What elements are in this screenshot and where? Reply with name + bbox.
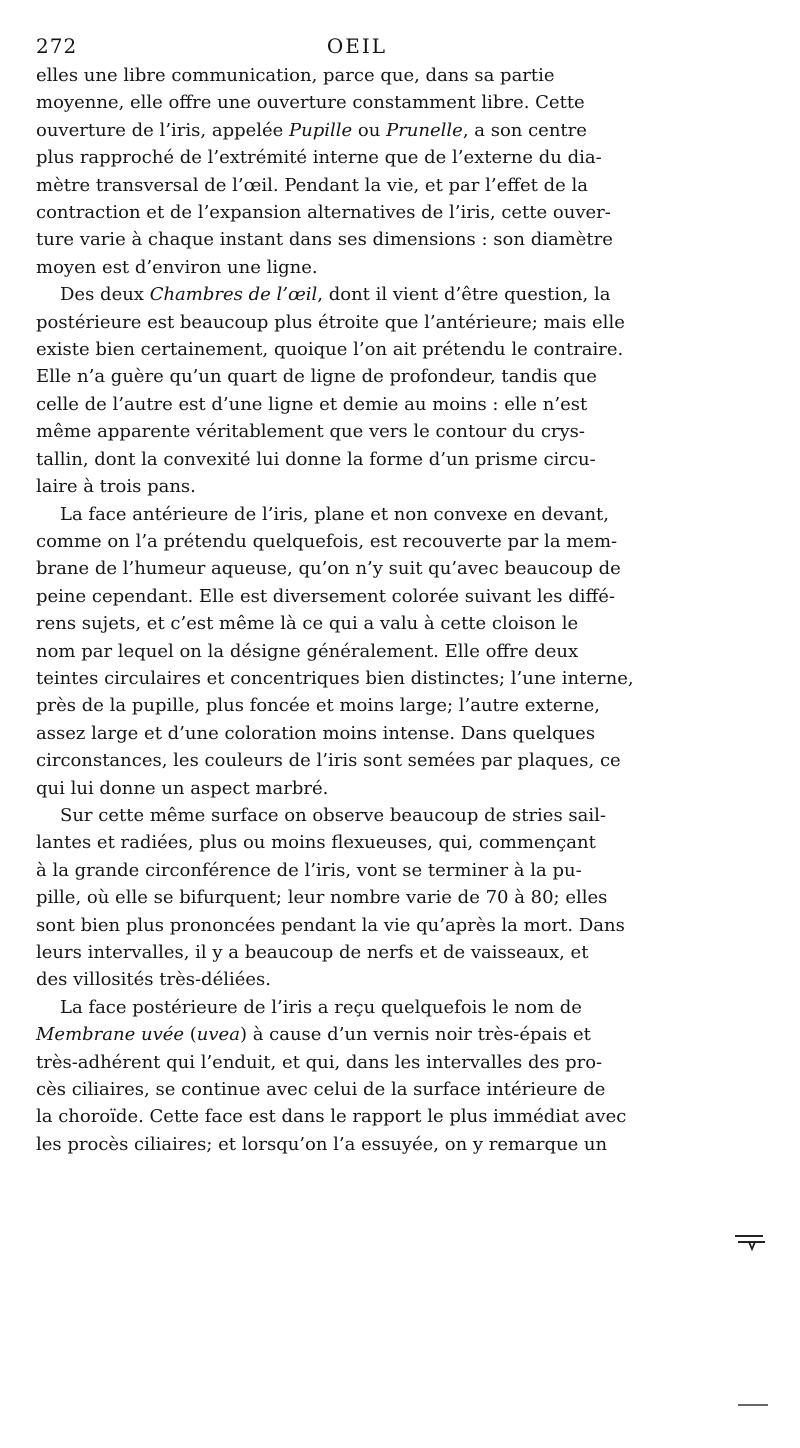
- text-line: laire à trois pans.: [36, 476, 196, 498]
- text-line: plus rapproché de l’extrémité interne que de l’externe du dia-: [36, 147, 602, 169]
- body-text: [36, 62, 678, 1158]
- paragraph: [36, 62, 678, 281]
- paragraph: [36, 281, 678, 500]
- text-line: [36, 281, 678, 308]
- text-line: comme on l’a prétendu quelquefois, est recouverte par la mem-: [36, 530, 618, 552]
- text-line: même apparente véritablement que vers le contour du crys-: [36, 421, 585, 443]
- text-line: tallin, dont la convexité lui donne la forme d’un prisme circu-: [36, 448, 596, 470]
- text-segment: ouverture de l’iris, appelée: [36, 119, 290, 141]
- text-line: sont bien plus prononcées pendant la vie qu’après la mort. Dans: [36, 914, 625, 936]
- paragraph: [36, 994, 678, 1158]
- text-line: brane de l’humeur aqueuse, qu’on n’y suit qu’avec beaucoup de: [36, 558, 621, 580]
- text-line: [36, 117, 678, 144]
- text-line: lantes et radiées, plus ou moins flexueuses, qui, commençant: [36, 832, 596, 854]
- text-segment: , a son centre: [462, 119, 587, 141]
- text-line: la choroïde. Cette face est dans le rapport le plus immédiat avec: [36, 1106, 627, 1128]
- running-title: OEIL: [326, 34, 388, 58]
- text-line: très-adhérent qui l’enduit, et qui, dans les intervalles des pro-: [36, 1051, 603, 1073]
- book-page: [36, 28, 678, 1158]
- text-line: celle de l’autre est d’une ligne et demie au moins : elle n’est: [36, 393, 588, 415]
- text-segment: (: [184, 1024, 197, 1046]
- text-line: circonstances, les couleurs de l’iris sont semées par plaques, ce: [36, 750, 621, 772]
- italic-term: Pupille: [289, 119, 353, 141]
- text-line: moyen est d’environ une ligne.: [36, 256, 318, 278]
- italic-term: Prunelle: [386, 119, 463, 141]
- text-line: cès ciliaires, se continue avec celui de la surface intérieure de: [36, 1079, 606, 1101]
- italic-term: Chambres de l’œil: [149, 284, 318, 306]
- text-line: peine cependant. Elle est diversement colorée suivant les diffé-: [36, 585, 616, 607]
- text-line: des villosités très-déliées.: [36, 969, 272, 991]
- text-line: les procès ciliaires; et lorsqu’on l’a essuyée, on y remarque un: [36, 1133, 608, 1155]
- text-line: rens sujets, et c’est même là ce qui a valu à cette cloison le: [36, 613, 579, 635]
- text-line: La face antérieure de l’iris, plane et non convexe en devant,: [60, 503, 609, 525]
- paragraph: [36, 501, 678, 802]
- text-segment: ) à cause d’un vernis noir très-épais et: [239, 1024, 591, 1046]
- text-line: mètre transversal de l’œil. Pendant la vie, et par l’effet de la: [36, 174, 589, 196]
- text-line: pille, où elle se bifurquent; leur nombre varie de 70 à 80; elles: [36, 887, 608, 909]
- text-line: assez large et d’une coloration moins intense. Dans quelques: [36, 722, 596, 744]
- printer-mark-icon: [733, 1232, 767, 1252]
- text-line: près de la pupille, plus foncée et moins large; l’autre externe,: [36, 695, 601, 717]
- text-line: existe bien certainement, quoique l’on ait prétendu le contraire.: [36, 339, 624, 361]
- running-head: [36, 28, 678, 62]
- text-line: contraction et de l’expansion alternatives de l’iris, cette ouver-: [36, 202, 611, 224]
- paragraph: [36, 802, 678, 994]
- text-line: nom par lequel on la désigne généralement. Elle offre deux: [36, 640, 579, 662]
- text-line: ture varie à chaque instant dans ses dimensions : son diamètre: [36, 229, 613, 251]
- text-line: à la grande circonférence de l’iris, vont se terminer à la pu-: [36, 859, 582, 881]
- text-line: La face postérieure de l’iris a reçu quelquefois le nom de: [60, 996, 582, 1018]
- text-line: qui lui donne un aspect marbré.: [36, 777, 329, 799]
- scan-dash-mark-icon: [737, 1402, 769, 1408]
- text-line: postérieure est beaucoup plus étroite que l’antérieure; mais elle: [36, 311, 625, 333]
- text-segment: ou: [352, 119, 387, 141]
- text-line: Elle n’a guère qu’un quart de ligne de profondeur, tandis que: [36, 366, 597, 388]
- page-number: 272: [36, 34, 78, 58]
- text-segment: , dont il vient d’être question, la: [317, 284, 611, 306]
- text-line: teintes circulaires et concentriques bien distinctes; l’une interne,: [36, 667, 634, 689]
- text-line: elles une libre communication, parce que, dans sa partie: [36, 65, 555, 86]
- italic-term: Membrane uvée: [36, 1024, 185, 1046]
- text-line: Sur cette même surface on observe beaucoup de stries sail-: [60, 804, 606, 826]
- text-line: moyenne, elle offre une ouverture constamment libre. Cette: [36, 92, 585, 114]
- italic-term: uvea: [196, 1024, 240, 1046]
- text-line: [36, 1021, 678, 1048]
- text-segment: Des deux: [60, 284, 150, 306]
- text-line: leurs intervalles, il y a beaucoup de nerfs et de vaisseaux, et: [36, 942, 589, 963]
